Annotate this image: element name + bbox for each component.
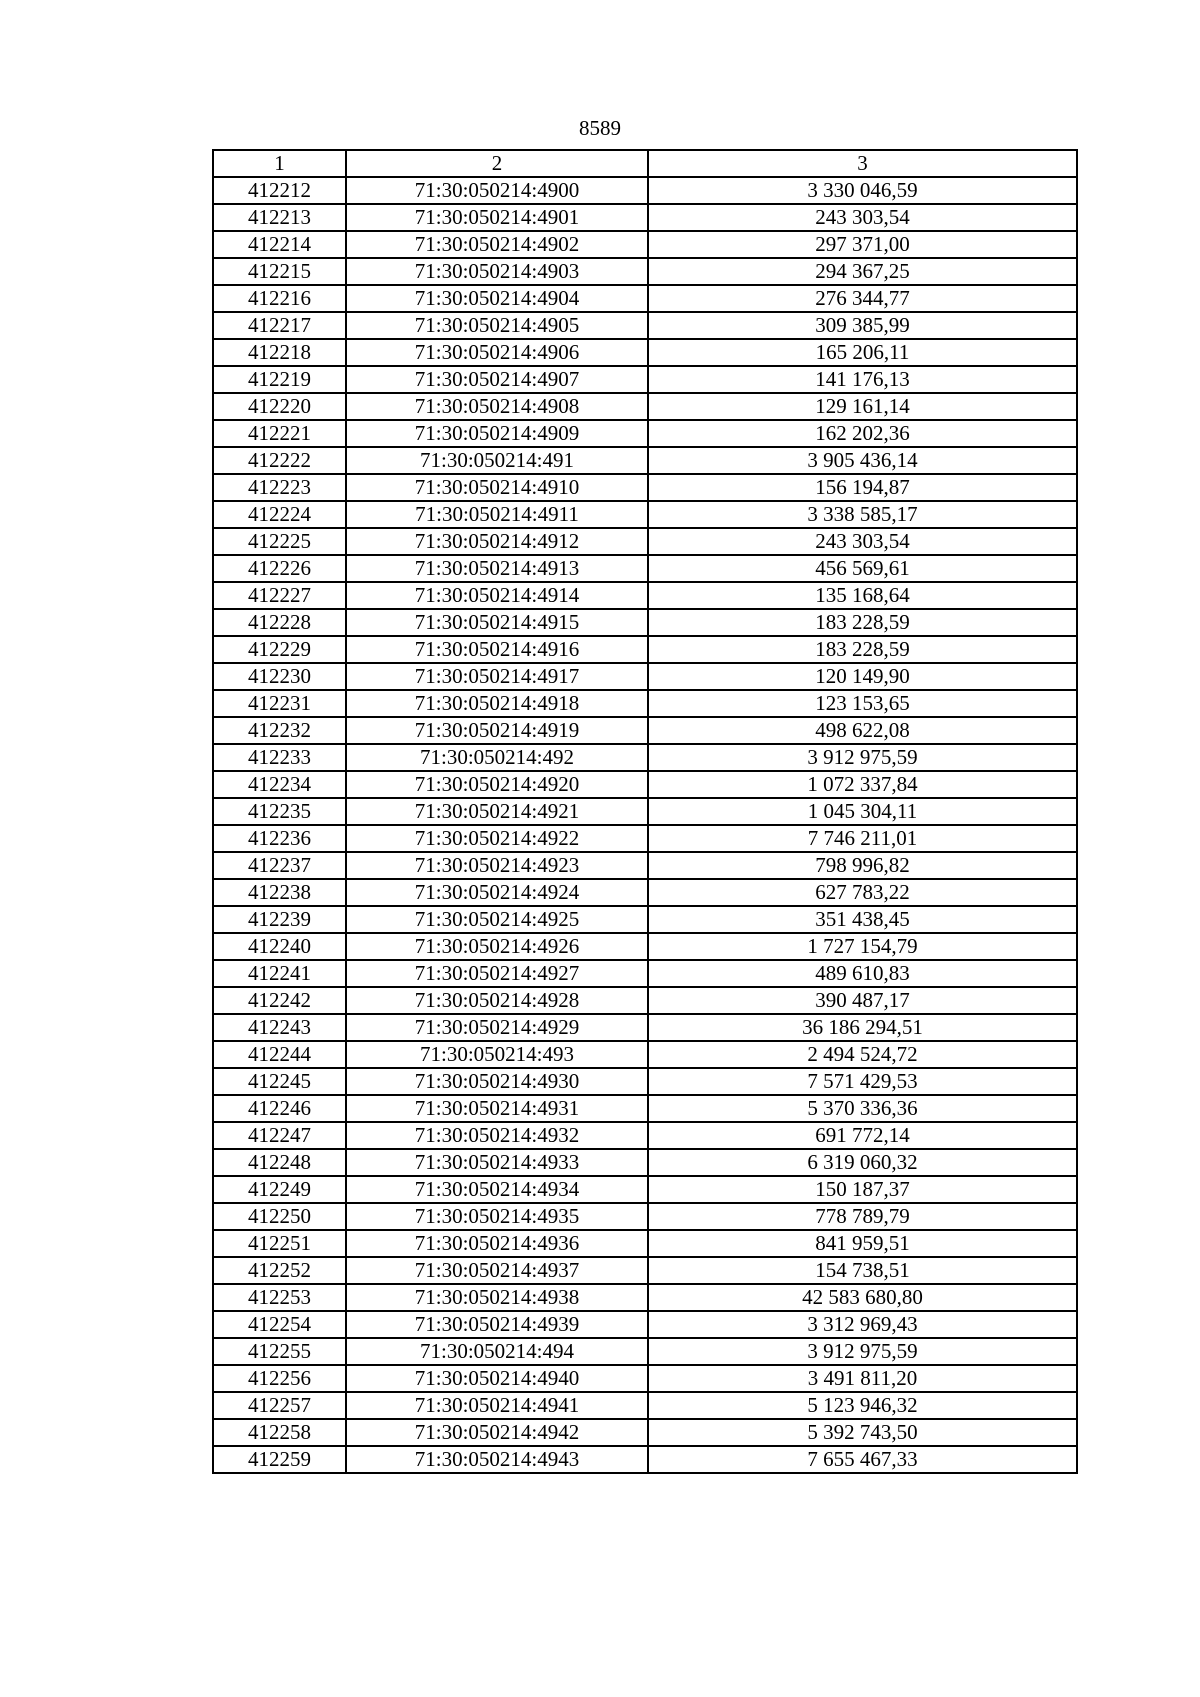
cadastral-number-cell: 71:30:050214:4909: [346, 420, 648, 447]
table-row: [213, 825, 1077, 852]
row-number-cell: 412229: [213, 636, 346, 663]
row-number-cell: 412222: [213, 447, 346, 474]
cadastral-number-cell: 71:30:050214:4910: [346, 474, 648, 501]
row-number-cell: 412245: [213, 1068, 346, 1095]
row-number-cell: 412212: [213, 177, 346, 204]
table-row: [213, 420, 1077, 447]
row-number-cell: 412230: [213, 663, 346, 690]
table-row: [213, 366, 1077, 393]
value-cell: 183 228,59: [648, 609, 1077, 636]
row-number-cell: 412256: [213, 1365, 346, 1392]
row-number-cell: 412224: [213, 501, 346, 528]
table-row: [213, 771, 1077, 798]
value-cell: 123 153,65: [648, 690, 1077, 717]
cadastral-number-cell: 71:30:050214:4940: [346, 1365, 648, 1392]
cadastral-number-cell: 71:30:050214:492: [346, 744, 648, 771]
cadastral-number-cell: 71:30:050214:4904: [346, 285, 648, 312]
row-number-cell: 412215: [213, 258, 346, 285]
row-number-cell: 412238: [213, 879, 346, 906]
table-row: [213, 1284, 1077, 1311]
table-row: [213, 177, 1077, 204]
cadastral-number-cell: 71:30:050214:4931: [346, 1095, 648, 1122]
value-cell: 691 772,14: [648, 1122, 1077, 1149]
value-cell: 150 187,37: [648, 1176, 1077, 1203]
value-cell: 36 186 294,51: [648, 1014, 1077, 1041]
row-number-cell: 412232: [213, 717, 346, 744]
table-row: [213, 663, 1077, 690]
value-cell: 3 912 975,59: [648, 744, 1077, 771]
value-cell: 456 569,61: [648, 555, 1077, 582]
cadastral-number-cell: 71:30:050214:4925: [346, 906, 648, 933]
table-row: [213, 852, 1077, 879]
table-row: [213, 798, 1077, 825]
cadastral-number-cell: 71:30:050214:4937: [346, 1257, 648, 1284]
row-number-cell: 412223: [213, 474, 346, 501]
value-cell: 165 206,11: [648, 339, 1077, 366]
row-number-cell: 412220: [213, 393, 346, 420]
cadastral-number-cell: 71:30:050214:4933: [346, 1149, 648, 1176]
cadastral-number-cell: 71:30:050214:4942: [346, 1419, 648, 1446]
row-number-cell: 412228: [213, 609, 346, 636]
row-number-cell: 412240: [213, 933, 346, 960]
value-cell: 7 746 211,01: [648, 825, 1077, 852]
table-row: [213, 1122, 1077, 1149]
cadastral-number-cell: 71:30:050214:4911: [346, 501, 648, 528]
table-row: [213, 987, 1077, 1014]
value-cell: 1 072 337,84: [648, 771, 1077, 798]
value-cell: 162 202,36: [648, 420, 1077, 447]
row-number-cell: 412243: [213, 1014, 346, 1041]
cadastral-number-cell: 71:30:050214:4913: [346, 555, 648, 582]
cadastral-number-cell: 71:30:050214:4912: [346, 528, 648, 555]
table-row: [213, 1068, 1077, 1095]
cadastral-number-cell: 71:30:050214:4934: [346, 1176, 648, 1203]
table-row: [213, 879, 1077, 906]
cadastral-number-cell: 71:30:050214:4924: [346, 879, 648, 906]
row-number-cell: 412239: [213, 906, 346, 933]
row-number-cell: 412250: [213, 1203, 346, 1230]
row-number-cell: 412214: [213, 231, 346, 258]
cadastral-number-cell: 71:30:050214:4926: [346, 933, 648, 960]
value-cell: 498 622,08: [648, 717, 1077, 744]
value-cell: 154 738,51: [648, 1257, 1077, 1284]
row-number-cell: 412253: [213, 1284, 346, 1311]
value-cell: 7 655 467,33: [648, 1446, 1077, 1473]
row-number-cell: 412257: [213, 1392, 346, 1419]
cadastral-number-cell: 71:30:050214:491: [346, 447, 648, 474]
table-row: [213, 1095, 1077, 1122]
table-row: [213, 204, 1077, 231]
table-row: [213, 1014, 1077, 1041]
cadastral-number-cell: 71:30:050214:493: [346, 1041, 648, 1068]
row-number-cell: 412235: [213, 798, 346, 825]
cadastral-number-cell: 71:30:050214:4930: [346, 1068, 648, 1095]
value-cell: 1 727 154,79: [648, 933, 1077, 960]
table-row: [213, 1203, 1077, 1230]
row-number-cell: 412249: [213, 1176, 346, 1203]
row-number-cell: 412227: [213, 582, 346, 609]
cadastral-number-cell: 71:30:050214:4935: [346, 1203, 648, 1230]
row-number-cell: 412226: [213, 555, 346, 582]
row-number-cell: 412219: [213, 366, 346, 393]
table-row: [213, 555, 1077, 582]
table-row: [213, 636, 1077, 663]
column-header-1: 1: [213, 150, 346, 177]
row-number-cell: 412248: [213, 1149, 346, 1176]
value-cell: 3 330 046,59: [648, 177, 1077, 204]
table-row: [213, 1338, 1077, 1365]
table-row: [213, 231, 1077, 258]
table-row: [213, 447, 1077, 474]
table-row: [213, 393, 1077, 420]
cadastral-number-cell: 71:30:050214:4918: [346, 690, 648, 717]
cadastral-number-cell: 71:30:050214:4941: [346, 1392, 648, 1419]
row-number-cell: 412258: [213, 1419, 346, 1446]
table-row: [213, 1311, 1077, 1338]
cadastral-number-cell: 71:30:050214:4943: [346, 1446, 648, 1473]
value-cell: 156 194,87: [648, 474, 1077, 501]
value-cell: 129 161,14: [648, 393, 1077, 420]
table-row: [213, 690, 1077, 717]
table-row: [213, 501, 1077, 528]
table-row: [213, 528, 1077, 555]
row-number-cell: 412231: [213, 690, 346, 717]
value-cell: 6 319 060,32: [648, 1149, 1077, 1176]
row-number-cell: 412259: [213, 1446, 346, 1473]
cadastral-number-cell: 71:30:050214:4923: [346, 852, 648, 879]
row-number-cell: 412246: [213, 1095, 346, 1122]
cadastral-number-cell: 71:30:050214:4906: [346, 339, 648, 366]
table-row: [213, 960, 1077, 987]
row-number-cell: 412252: [213, 1257, 346, 1284]
value-cell: 7 571 429,53: [648, 1068, 1077, 1095]
cadastral-number-cell: 71:30:050214:4920: [346, 771, 648, 798]
cadastral-number-cell: 71:30:050214:4902: [346, 231, 648, 258]
cadastral-number-cell: 71:30:050214:4936: [346, 1230, 648, 1257]
table-row: [213, 1041, 1077, 1068]
row-number-cell: 412213: [213, 204, 346, 231]
table-row: [213, 1446, 1077, 1473]
table-row: [213, 1392, 1077, 1419]
cadastral-number-cell: 71:30:050214:4903: [346, 258, 648, 285]
cadastral-number-cell: 71:30:050214:4927: [346, 960, 648, 987]
row-number-cell: 412251: [213, 1230, 346, 1257]
table-row: [213, 933, 1077, 960]
table-row: [213, 1257, 1077, 1284]
row-number-cell: 412234: [213, 771, 346, 798]
row-number-cell: 412221: [213, 420, 346, 447]
table-row: [213, 285, 1077, 312]
cadastral-number-cell: 71:30:050214:4916: [346, 636, 648, 663]
table-row: [213, 744, 1077, 771]
value-cell: 5 370 336,36: [648, 1095, 1077, 1122]
value-cell: 351 438,45: [648, 906, 1077, 933]
table-row: [213, 1149, 1077, 1176]
table-row: [213, 906, 1077, 933]
value-cell: 120 149,90: [648, 663, 1077, 690]
value-cell: 135 168,64: [648, 582, 1077, 609]
cadastral-number-cell: 71:30:050214:4929: [346, 1014, 648, 1041]
value-cell: 3 338 585,17: [648, 501, 1077, 528]
table-row: [213, 582, 1077, 609]
value-cell: 3 912 975,59: [648, 1338, 1077, 1365]
cadastral-number-cell: 71:30:050214:4907: [346, 366, 648, 393]
cadastral-number-cell: 71:30:050214:4901: [346, 204, 648, 231]
cadastral-number-cell: 71:30:050214:4932: [346, 1122, 648, 1149]
value-cell: 798 996,82: [648, 852, 1077, 879]
table-row: [213, 1230, 1077, 1257]
value-cell: 243 303,54: [648, 528, 1077, 555]
table-row: [213, 717, 1077, 744]
table-row: [213, 258, 1077, 285]
row-number-cell: 412218: [213, 339, 346, 366]
value-cell: 2 494 524,72: [648, 1041, 1077, 1068]
value-cell: 778 789,79: [648, 1203, 1077, 1230]
value-cell: 297 371,00: [648, 231, 1077, 258]
value-cell: 1 045 304,11: [648, 798, 1077, 825]
cadastral-number-cell: 71:30:050214:4914: [346, 582, 648, 609]
cadastral-number-cell: 71:30:050214:4938: [346, 1284, 648, 1311]
value-cell: 183 228,59: [648, 636, 1077, 663]
row-number-cell: 412216: [213, 285, 346, 312]
row-number-cell: 412225: [213, 528, 346, 555]
column-header-3: 3: [648, 150, 1077, 177]
column-header-2: 2: [346, 150, 648, 177]
value-cell: 294 367,25: [648, 258, 1077, 285]
cadastral-number-cell: 71:30:050214:4908: [346, 393, 648, 420]
cadastral-number-cell: 71:30:050214:4919: [346, 717, 648, 744]
row-number-cell: 412236: [213, 825, 346, 852]
value-cell: 841 959,51: [648, 1230, 1077, 1257]
value-cell: 489 610,83: [648, 960, 1077, 987]
row-number-cell: 412241: [213, 960, 346, 987]
row-number-cell: 412237: [213, 852, 346, 879]
table-row: [213, 312, 1077, 339]
value-cell: 3 905 436,14: [648, 447, 1077, 474]
row-number-cell: 412254: [213, 1311, 346, 1338]
cadastral-number-cell: 71:30:050214:4905: [346, 312, 648, 339]
table-header-row: [213, 150, 1077, 177]
data-table: [212, 149, 1078, 1474]
value-cell: 3 312 969,43: [648, 1311, 1077, 1338]
cadastral-number-cell: 71:30:050214:494: [346, 1338, 648, 1365]
table-row: [213, 1176, 1077, 1203]
cadastral-number-cell: 71:30:050214:4922: [346, 825, 648, 852]
cadastral-number-cell: 71:30:050214:4915: [346, 609, 648, 636]
value-cell: 3 491 811,20: [648, 1365, 1077, 1392]
table-row: [213, 339, 1077, 366]
cadastral-number-cell: 71:30:050214:4900: [346, 177, 648, 204]
cadastral-number-cell: 71:30:050214:4939: [346, 1311, 648, 1338]
cadastral-number-cell: 71:30:050214:4921: [346, 798, 648, 825]
value-cell: 5 392 743,50: [648, 1419, 1077, 1446]
row-number-cell: 412247: [213, 1122, 346, 1149]
table-row: [213, 474, 1077, 501]
row-number-cell: 412244: [213, 1041, 346, 1068]
value-cell: 141 176,13: [648, 366, 1077, 393]
cadastral-number-cell: 71:30:050214:4917: [346, 663, 648, 690]
cadastral-number-cell: 71:30:050214:4928: [346, 987, 648, 1014]
row-number-cell: 412217: [213, 312, 346, 339]
value-cell: 5 123 946,32: [648, 1392, 1077, 1419]
value-cell: 276 344,77: [648, 285, 1077, 312]
value-cell: 243 303,54: [648, 204, 1077, 231]
row-number-cell: 412242: [213, 987, 346, 1014]
row-number-cell: 412255: [213, 1338, 346, 1365]
page-number: 8589: [579, 116, 621, 140]
table-row: [213, 609, 1077, 636]
table-row: [213, 1365, 1077, 1392]
value-cell: 390 487,17: [648, 987, 1077, 1014]
table-body: [213, 150, 1077, 1473]
value-cell: 42 583 680,80: [648, 1284, 1077, 1311]
row-number-cell: 412233: [213, 744, 346, 771]
table-row: [213, 1419, 1077, 1446]
value-cell: 627 783,22: [648, 879, 1077, 906]
value-cell: 309 385,99: [648, 312, 1077, 339]
